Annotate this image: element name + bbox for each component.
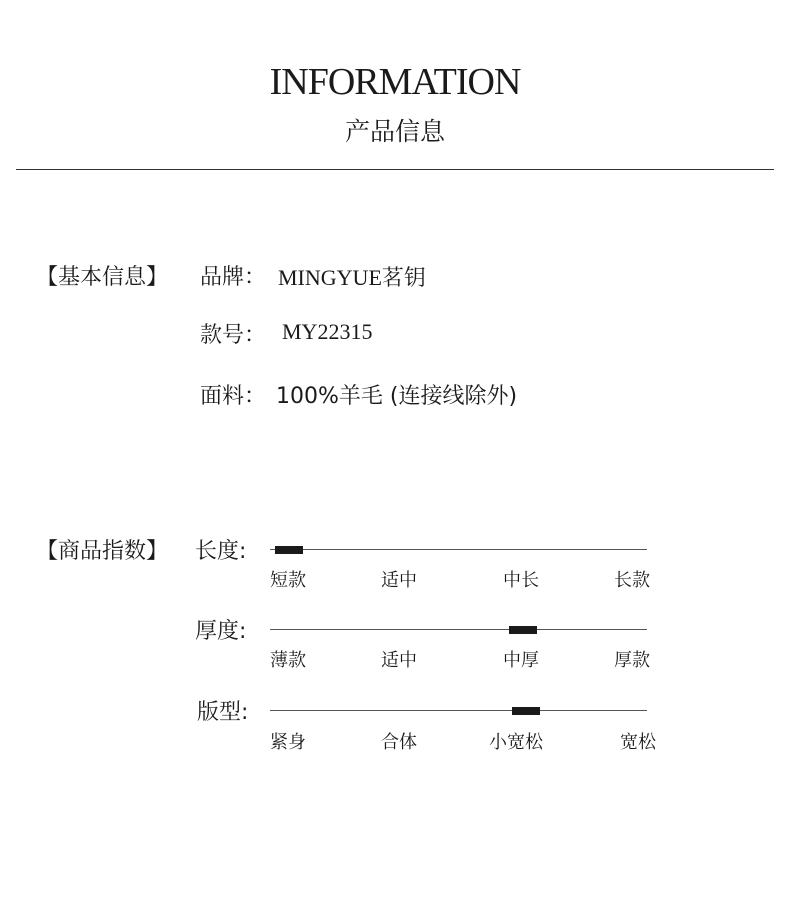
- length-tick: 长款: [614, 570, 650, 591]
- length-tick: 中长: [503, 570, 539, 591]
- length-scale-track: [270, 549, 647, 550]
- brand-label: 品牌：: [200, 265, 267, 290]
- fit-tick: 小宽松: [489, 732, 543, 753]
- fabric-value: 100%羊毛 (连接线除外): [276, 384, 518, 409]
- brand-value: MINGYUE茗钥: [278, 265, 426, 290]
- length-scale-marker: [275, 546, 303, 554]
- length-tick: 适中: [381, 570, 417, 591]
- fit-tick: 合体: [381, 732, 417, 753]
- thickness-tick: 中厚: [503, 650, 539, 671]
- length-scale-label: 长度:: [195, 539, 247, 564]
- thickness-scale-track: [270, 629, 647, 630]
- fit-scale-marker: [512, 707, 540, 715]
- fit-scale-label: 版型:: [197, 700, 249, 725]
- length-tick: 短款: [270, 570, 306, 591]
- fit-tick: 宽松: [620, 732, 656, 753]
- header-divider: [16, 169, 774, 170]
- fabric-label: 面料：: [200, 384, 267, 409]
- fit-tick: 紧身: [270, 732, 306, 753]
- product-index-section-label: 【商品指数】: [36, 539, 169, 564]
- basic-info-section-label: 【基本信息】: [36, 265, 169, 290]
- title-chinese: 产品信息: [344, 117, 445, 146]
- thickness-tick: 适中: [381, 650, 417, 671]
- thickness-tick: 薄款: [270, 650, 306, 671]
- thickness-tick: 厚款: [614, 650, 650, 671]
- fit-scale-track: [270, 710, 647, 711]
- thickness-scale-label: 厚度:: [195, 619, 247, 644]
- style-number-value: MY22315: [282, 319, 373, 344]
- style-number-label: 款号：: [200, 323, 267, 348]
- thickness-scale-marker: [509, 626, 537, 634]
- title-english: INFORMATION: [269, 61, 521, 103]
